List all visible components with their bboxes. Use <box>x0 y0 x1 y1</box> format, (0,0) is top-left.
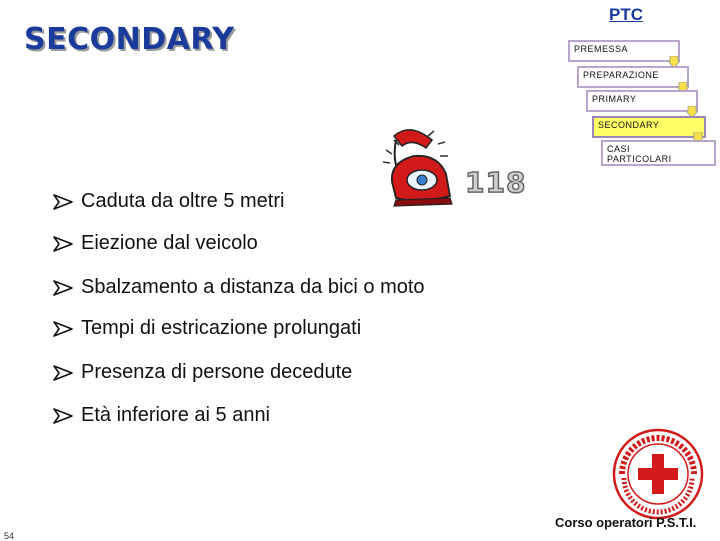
ringing-phone-icon <box>380 122 460 214</box>
step-label: PREMESSA <box>574 44 629 54</box>
step-label: PREPARAZIONE <box>583 70 659 80</box>
footer-course: Corso operatori P.S.T.I. <box>555 515 697 530</box>
arrow-bullet-icon <box>52 235 74 253</box>
bullet-text: Presenza di persone decedute <box>81 361 353 383</box>
bullet-text: Età inferiore ai 5 anni <box>81 404 271 426</box>
bullet-item <box>52 361 352 384</box>
bullet-text: Tempi di estricazione prolungati <box>81 317 362 339</box>
bullet-item <box>52 317 361 340</box>
step-label: PRIMARY <box>592 94 637 104</box>
step-primary[interactable] <box>586 90 698 112</box>
bullet-item <box>52 232 258 255</box>
arrow-bullet-icon <box>52 320 74 338</box>
red-cross-logo-icon <box>612 428 704 520</box>
arrow-bullet-icon <box>52 407 74 425</box>
bullet-text: Caduta da oltre 5 metri <box>81 190 285 212</box>
arrow-bullet-icon <box>52 193 74 211</box>
slide-title: SECONDARY <box>24 22 235 57</box>
bullet-item <box>52 190 284 213</box>
step-premessa[interactable] <box>568 40 680 62</box>
step-casi-particolari[interactable] <box>601 140 716 166</box>
ptc-link[interactable]: PTC <box>609 5 643 24</box>
bullet-text: Sbalzamento a distanza da bici o moto <box>81 276 425 298</box>
bullet-item <box>52 276 425 299</box>
arrow-bullet-icon <box>52 279 74 297</box>
step-secondary[interactable] <box>592 116 706 138</box>
step-label-line2: PARTICOLARI <box>607 154 672 164</box>
step-label: SECONDARY <box>598 120 660 130</box>
bullet-text: Eiezione dal veicolo <box>81 232 258 254</box>
arrow-bullet-icon <box>52 364 74 382</box>
page-number: 54 <box>4 531 15 541</box>
emergency-number: 118 <box>465 166 527 199</box>
bullet-item <box>52 404 270 427</box>
step-preparazione[interactable] <box>577 66 689 88</box>
step-label-line1: CASI <box>607 144 631 154</box>
